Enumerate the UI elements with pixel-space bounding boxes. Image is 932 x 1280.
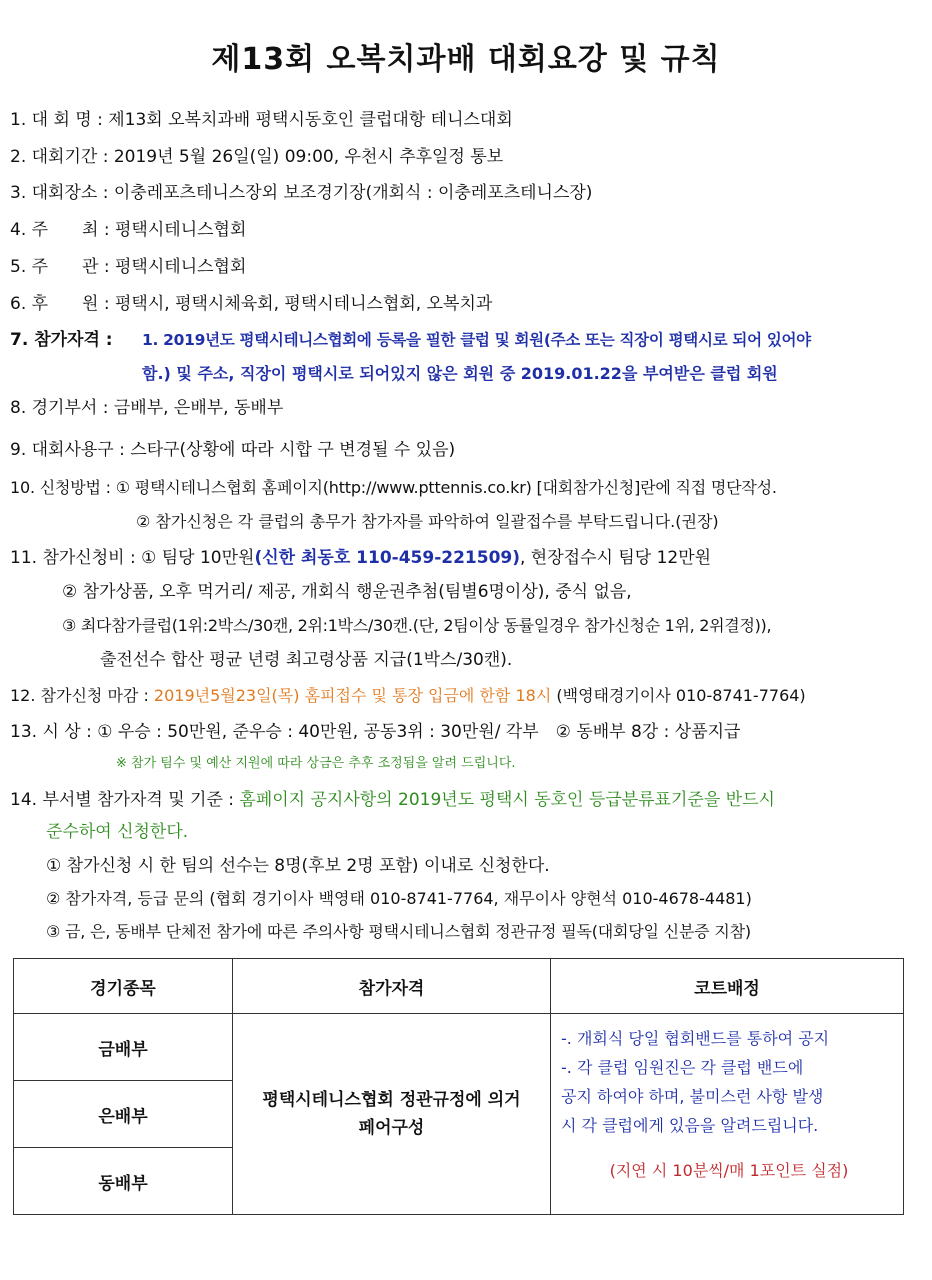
document-title: 제13회 오복치과배 대회요강 및 규칙 [211, 42, 721, 77]
item-division-criteria [10, 788, 775, 812]
delay-penalty: (지연 시 10분씩/매 1포인트 실점) [609, 1161, 849, 1180]
header-qualification: 참가자격 [233, 959, 551, 1014]
item-event-period: 2. 대회기간 : 2019년 5월 26일(일) 09:00, 우천시 추후일정 통보 [10, 147, 504, 167]
court-line-1: -. 개회식 당일 협회밴드를 통하여 공지 [561, 1029, 830, 1048]
item-eligibility-line1: 1. 2019년도 평택시테니스협회에 등록을 필한 클럽 및 회원(주소 또는 직장이 평택시로 되어 있어야 [142, 331, 811, 349]
deadline-label: 12. 참가신청 마감 : [10, 686, 154, 705]
item-entry-fee-4: 출전선수 합산 평균 년령 최고령상품 지급(1박스/30캔). [100, 650, 513, 670]
item-divisions: 8. 경기부서 : 금배부, 은배부, 동배부 [10, 398, 284, 418]
entry-fee-onsite: , 현장접수시 팀당 12만원 [520, 548, 712, 568]
item-organizer: 5. 주 관 : 평택시테니스협회 [10, 257, 247, 277]
item-entry-fee [10, 546, 711, 570]
criteria-label: 14. 부서별 참가자격 및 기준 : [10, 790, 240, 810]
item-deadline [10, 684, 806, 708]
item-sponsor: 6. 후 원 : 평택시, 평택시체육회, 평택시테니스협회, 오복치과 [10, 294, 493, 314]
division-gold: 금배부 [14, 1014, 233, 1081]
court-line-3: 공지 하여야 하며, 불미스런 사항 발생 [561, 1087, 824, 1106]
item-entry-fee-2: ② 참가상품, 오후 먹거리/ 제공, 개회식 행운권추첨(팀별6명이상), 중식 없음, [62, 582, 632, 602]
deadline-contact: (백영태경기이사 010-8741-7764) [551, 686, 806, 705]
criteria-notice-2: 준수하여 신청한다. [46, 822, 189, 842]
bank-account: (신한 최동호 110-459-221509) [254, 548, 520, 568]
court-line-4: 시 각 클럽에게 있음을 알려드립니다. [561, 1116, 819, 1135]
item-awards: 13. 시 상 : ① 우승 : 50만원, 준우승 : 40만원, 공동3위 : 30만원/ 각부 ② 동배부 8강 : 상품지급 [10, 722, 741, 742]
criteria-rule-1: ① 참가신청 시 한 팀의 선수는 8명(후보 2명 포함) 이내로 신청한다. [46, 856, 550, 876]
item-host: 4. 주 최 : 평택시테니스협회 [10, 220, 247, 240]
item-event-name: 1. 대 회 명 : 제13회 오복치과배 평택시동호인 클럽대항 테니스대회 [10, 110, 513, 130]
entry-fee-text: 11. 참가신청비 : ① 팀당 10만원 [10, 548, 255, 568]
division-bronze: 동배부 [14, 1148, 233, 1215]
item-application-method-2: ② 참가신청은 각 클럽의 총무가 참가자를 파악하여 일괄접수를 부탁드립니다.(권장) [136, 512, 719, 531]
court-assignment-cell [551, 1014, 904, 1215]
header-court: 코트배정 [551, 959, 904, 1014]
criteria-notice: 홈페이지 공지사항의 2019년도 평택시 동호인 등급분류표기준을 반드시 [239, 790, 775, 810]
item-application-method: 10. 신청방법 : ① 평택시테니스협회 홈페이지(http://www.pttennis.co.kr) [대회참가신청]란에 직접 명단작성. [10, 478, 777, 497]
item-entry-fee-3: ③ 최다참가클럽(1위:2박스/30캔, 2위:1박스/30캔.(단, 2팀이상 동률일경우 참가신청순 1위, 2위결정)), [62, 616, 772, 635]
item-ball: 9. 대회사용구 : 스타구(상황에 따라 시합 구 변경될 수 있음) [10, 440, 456, 460]
criteria-rule-2: ② 참가자격, 등급 문의 (협회 경기이사 백영태 010-8741-7764, 재무이사 양현석 010-4678-4481) [46, 889, 752, 908]
court-line-2: -. 각 클럽 임원진은 각 클럽 밴드에 [561, 1058, 804, 1077]
item-eligibility-line2: 함.) 및 주소, 직장이 평택시로 되어있지 않은 회원 중 2019.01.22을 부여받은 클럽 회원 [142, 364, 778, 383]
qualification-cell [233, 1014, 551, 1215]
qualification-line2: 페어구성 [358, 1118, 425, 1138]
criteria-rule-3: ③ 금, 은, 동배부 단체전 참가에 따른 주의사항 평택시테니스협회 정관규정 필독(대회당일 신분증 지참) [46, 922, 751, 941]
table-header-row [14, 959, 904, 1014]
item-eligibility-label: 7. 참가자격 : [10, 330, 113, 350]
division-table [13, 958, 904, 1215]
item-venue: 3. 대회장소 : 이충레포츠테니스장외 보조경기장(개회식 : 이충레포츠테니스장) [10, 183, 593, 203]
table-row [14, 1014, 904, 1081]
deadline-date: 2019년5월23일(목) 홈피접수 및 통장 입금에 한함 18시 [153, 686, 552, 705]
awards-note: ※ 참가 팀수 및 예산 지원에 따라 상금은 추후 조정됨을 알려 드립니다. [116, 756, 516, 771]
qualification-line1: 평택시테니스협회 정관규정에 의거 [262, 1090, 521, 1110]
division-silver: 은배부 [14, 1081, 233, 1148]
header-event: 경기종목 [14, 959, 233, 1014]
